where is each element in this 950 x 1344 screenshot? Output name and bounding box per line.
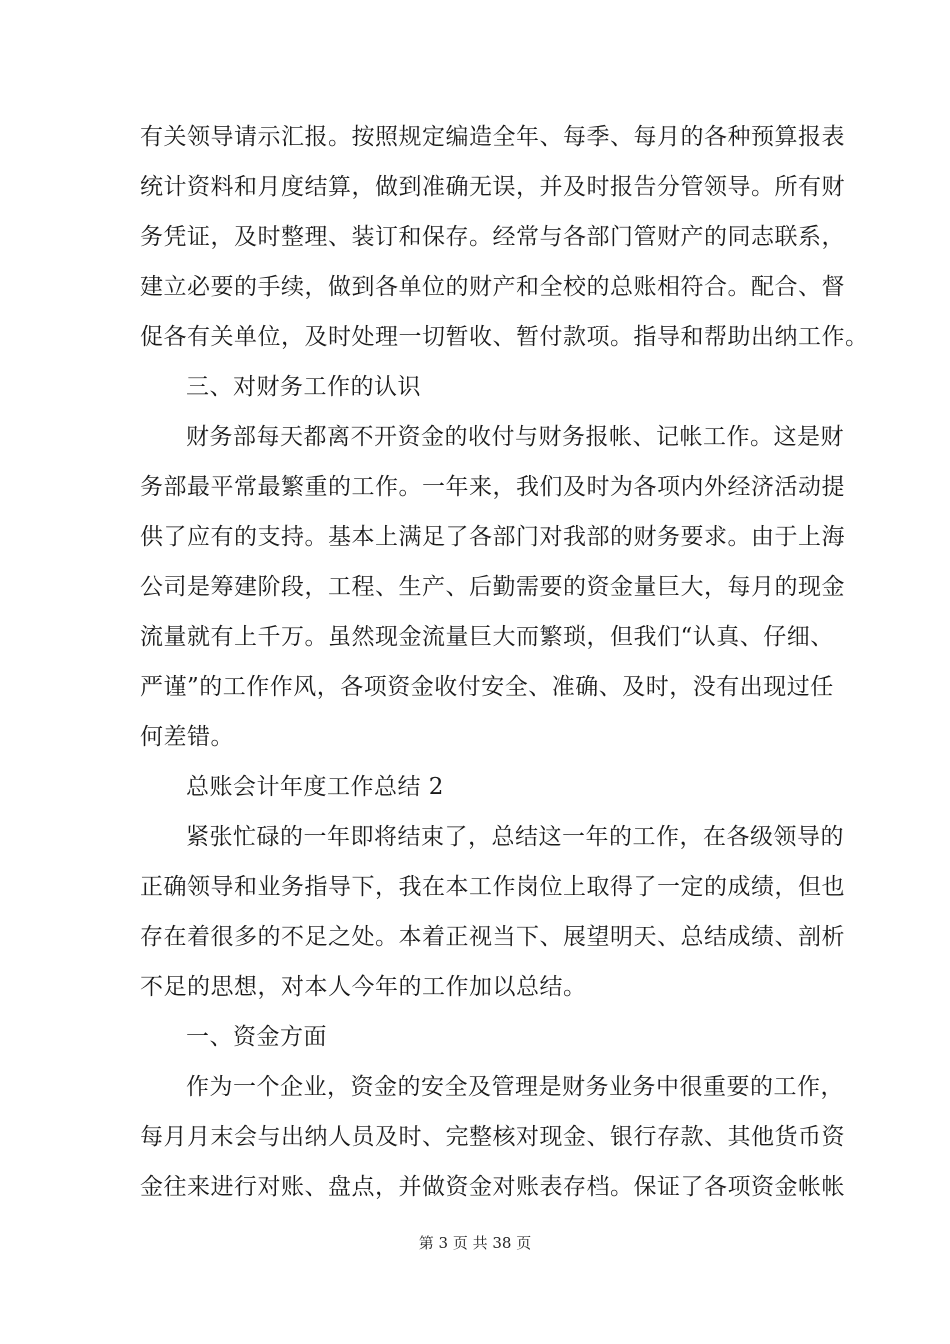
text-line: 严谨”的工作作风，各项资金收付安全、准确、及时，没有出现过任 <box>140 674 834 700</box>
text-line: 建立必要的手续，做到各单位的财产和全校的总账相符合。配合、督 <box>140 274 845 300</box>
section-heading: 一、资金方面 <box>186 1024 327 1050</box>
text-line: 统计资料和月度结算，做到准确无误，并及时报告分管领导。所有财 <box>140 174 845 200</box>
text-line: 流量就有上千万。虽然现金流量巨大而繁琐，但我们“认真、仔细、 <box>140 624 834 650</box>
text-line: 正确领导和业务指导下，我在本工作岗位上取得了一定的成绩，但也 <box>140 874 845 900</box>
text-line: 每月月末会与出纳人员及时、完整核对现金、银行存款、其他货币资 <box>140 1124 845 1150</box>
section-heading: 三、对财务工作的认识 <box>186 374 421 400</box>
text-line: 供了应有的支持。基本上满足了各部门对我部的财务要求。由于上海 <box>140 524 845 550</box>
text-line: 金往来进行对账、盘点，并做资金对账表存档。保证了各项资金帐帐 <box>140 1174 845 1200</box>
text-line: 作为一个企业，资金的安全及管理是财务业务中很重要的工作， <box>186 1074 844 1100</box>
document-body <box>140 112 869 1212</box>
text-line: 公司是筹建阶段，工程、生产、后勤需要的资金量巨大，每月的现金 <box>140 574 845 600</box>
text-line: 紧张忙碌的一年即将结束了，总结这一年的工作，在各级领导的 <box>186 824 844 850</box>
text-line: 务凭证，及时整理、装订和保存。经常与各部门管财产的同志联系， <box>140 224 845 250</box>
text-line: 促各有关单位，及时处理一切暂收、暂付款项。指导和帮助出纳工作。 <box>140 324 869 350</box>
text-line: 有关领导请示汇报。按照规定编造全年、每季、每月的各种预算报表 <box>140 124 845 150</box>
text-line: 务部最平常最繁重的工作。一年来，我们及时为各项内外经济活动提 <box>140 474 845 500</box>
text-line: 何差错。 <box>140 724 234 750</box>
text-line: 存在着很多的不足之处。本着正视当下、展望明天、总结成绩、剖析 <box>140 924 845 950</box>
text-line: 不足的思想，对本人今年的工作加以总结。 <box>140 974 587 1000</box>
document-subtitle: 总账会计年度工作总结 2 <box>186 774 444 800</box>
text-line: 财务部每天都离不开资金的收付与财务报帐、记帐工作。这是财 <box>186 424 844 450</box>
page-number: 第 3 页 共 38 页 <box>418 1234 532 1252</box>
